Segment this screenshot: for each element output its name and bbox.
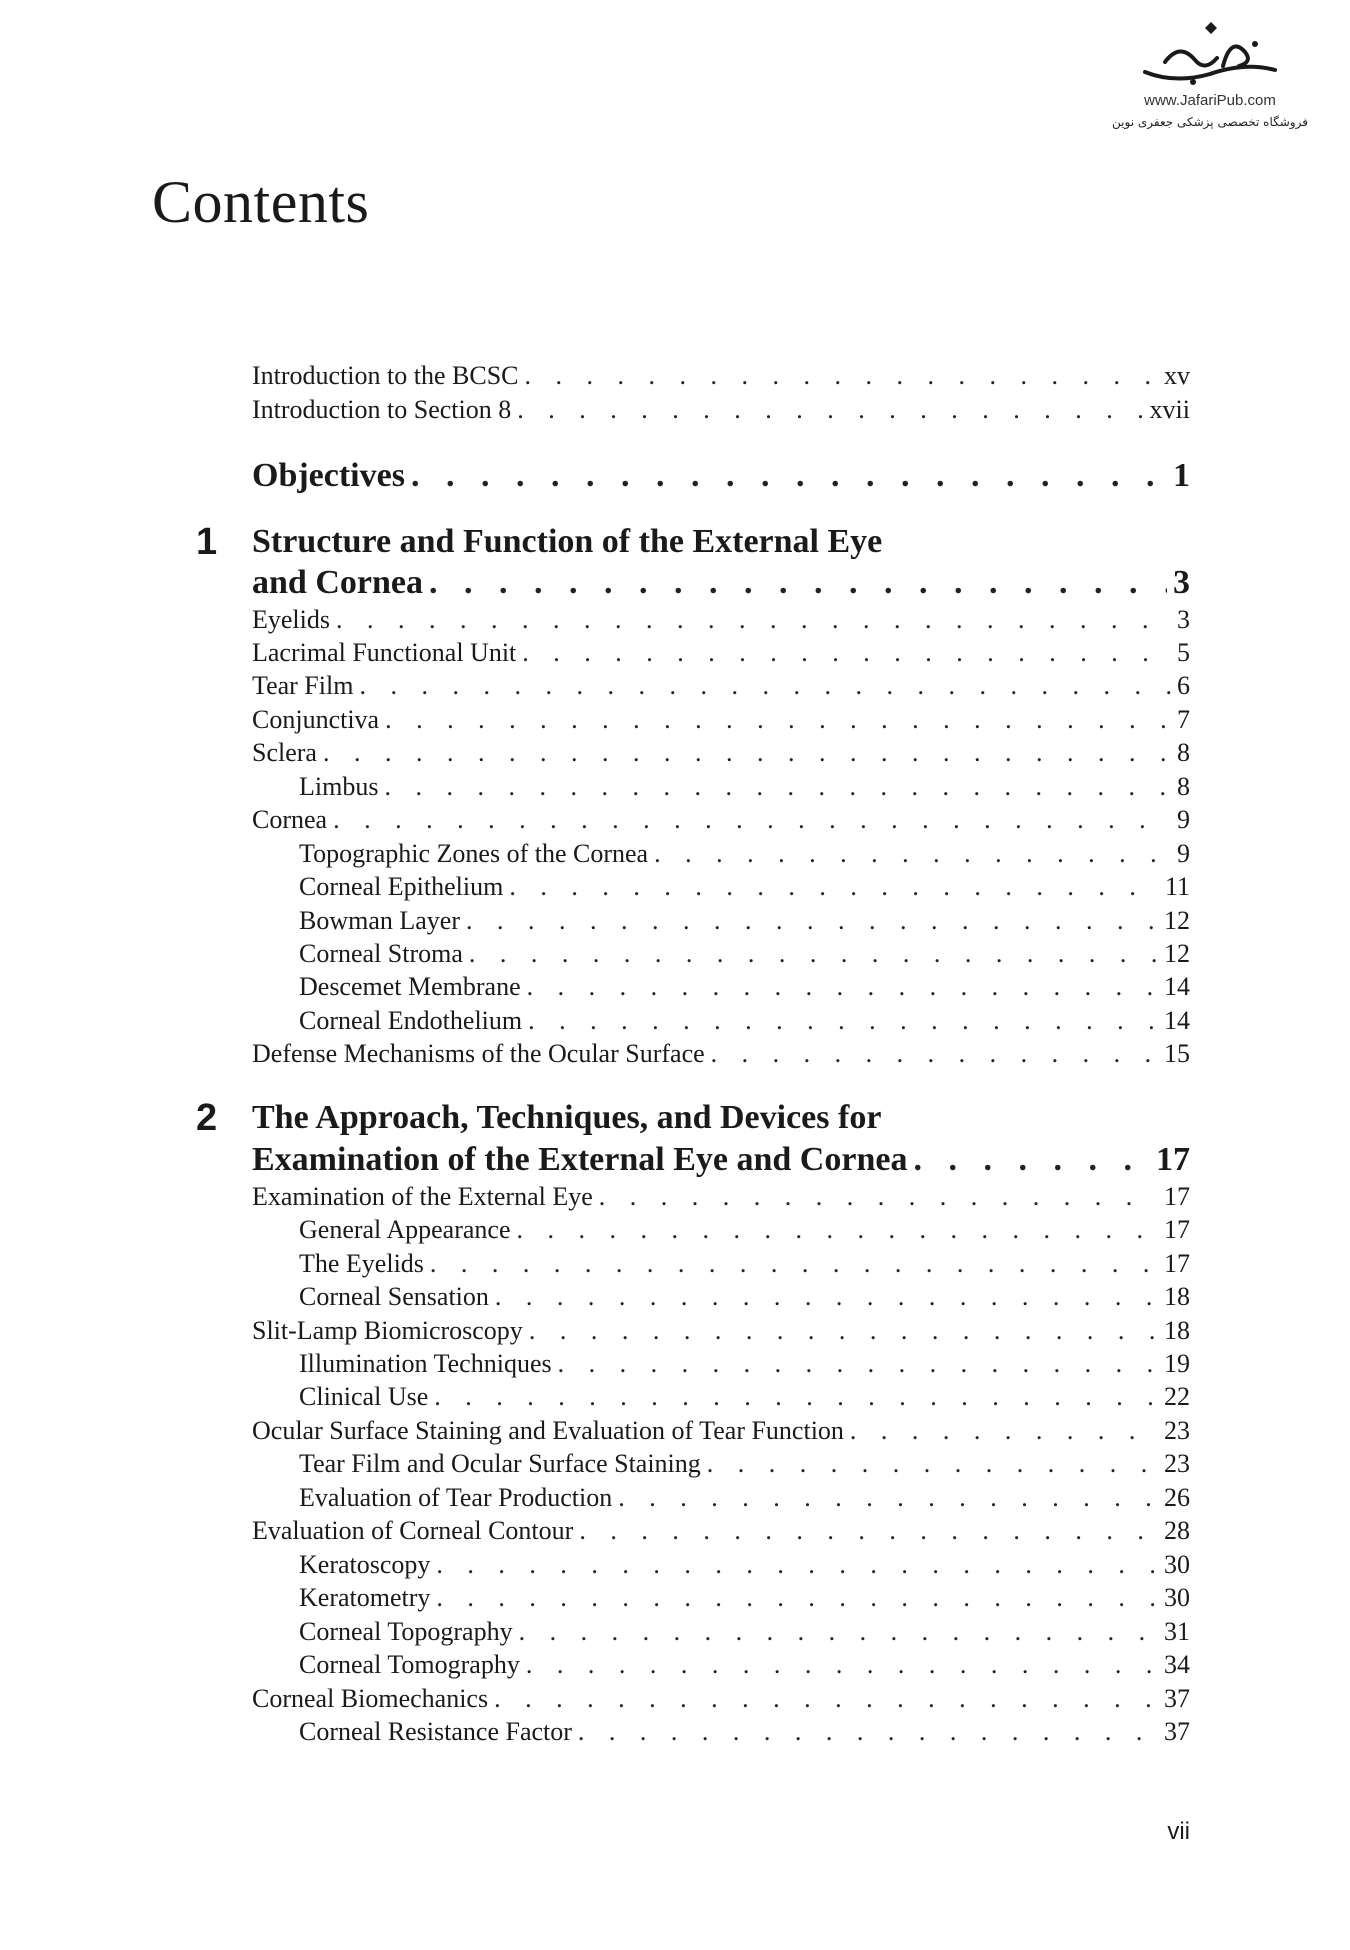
toc-entry-page: 7 [1177,705,1190,734]
toc-entry-page: 22 [1164,1382,1190,1411]
toc-entry-label: Descemet Membrane [299,972,521,1001]
chapter-page: 17 [1156,1141,1190,1178]
toc-entry-page: 9 [1177,839,1190,868]
dot-leader [429,563,1167,603]
chapter-title: The Approach, Techniques, and Devices for [252,1099,882,1136]
dot-leader [516,1215,1158,1245]
toc-entry-label: Evaluation of Corneal Contour [252,1516,574,1545]
dot-leader [522,638,1171,668]
dot-leader [384,772,1171,802]
toc-entry-label: Defense Mechanisms of the Ocular Surface [252,1039,705,1068]
toc-entry-label: Lacrimal Functional Unit [252,638,517,667]
toc-entry [252,1316,1190,1346]
page-number: vii [1167,1818,1190,1845]
publisher-logo-icon [1135,22,1285,92]
toc-entry-label: Eyelids [252,605,330,634]
toc-entry-page: 17 [1164,1249,1190,1278]
dot-leader [913,1140,1150,1180]
toc-subentry [299,1717,1190,1747]
toc-subentry [299,906,1190,936]
toc-entry-page: 12 [1164,939,1190,968]
dot-leader [385,705,1171,735]
toc-entry-label: General Appearance [299,1215,511,1244]
toc-entry-label: Corneal Epithelium [299,872,504,901]
toc-entry-objectives [252,456,1190,496]
toc-entry-label: Corneal Resistance Factor [299,1717,572,1746]
toc-entry [252,1039,1190,1069]
toc-entry-label: Illumination Techniques [299,1349,552,1378]
dot-leader [529,1316,1158,1346]
toc-subentry [299,939,1190,969]
dot-leader [517,395,1143,425]
toc-entry-page: 18 [1164,1316,1190,1345]
toc-entry-label: Corneal Biomechanics [252,1684,489,1713]
toc-entry-label: Evaluation of Tear Production [299,1483,613,1512]
dot-leader [707,1449,1158,1479]
toc-entry-label: Corneal Sensation [299,1282,489,1311]
toc-entry-page: 14 [1164,1006,1190,1035]
toc-entry-page: 30 [1164,1550,1190,1579]
chapter-number: 1 [196,521,218,563]
toc-entry-label: Slit-Lamp Biomicroscopy [252,1316,523,1345]
dot-leader [850,1416,1158,1446]
toc-entry-label: Keratoscopy [299,1550,431,1579]
dot-leader [711,1039,1158,1069]
toc-subentry [299,972,1190,1002]
dot-leader [436,1550,1158,1580]
toc-entry-page: 15 [1164,1039,1190,1068]
toc-subentry [299,772,1190,802]
toc-entry-page: 6 [1177,671,1190,700]
toc-entry-label: Corneal Stroma [299,939,463,968]
toc-entry-page: 28 [1164,1516,1190,1545]
toc-entry [252,605,1190,635]
toc-entry-page: 8 [1177,772,1190,801]
dot-leader [466,906,1158,936]
toc-entry-page: 11 [1164,872,1190,901]
page-title: Contents [152,169,370,235]
toc-subentry [299,1617,1190,1647]
toc-entry-page: 26 [1164,1483,1190,1512]
dot-leader [579,1516,1158,1546]
toc-subentry [299,1583,1190,1613]
toc-entry-label: Keratometry [299,1583,431,1612]
toc-entry [252,1182,1190,1212]
chapter-title-line2: and Cornea [252,564,423,601]
toc-entry-label: Limbus [299,772,379,801]
toc-entry-label: Introduction to Section 8 [252,395,512,424]
toc-subentry [299,1282,1190,1312]
toc-entry-page: 23 [1164,1449,1190,1478]
toc-entry [252,1516,1190,1546]
dot-leader [527,972,1158,1002]
toc-subentry [299,1650,1190,1680]
toc-entry-page: 34 [1164,1650,1190,1679]
dot-leader [430,1249,1158,1279]
toc-entry-label: Tear Film and Ocular Surface Staining [299,1449,701,1478]
toc-entry-intro-section [252,395,1190,425]
toc-entry-page: 8 [1177,738,1190,767]
toc-entry-label: Examination of the External Eye [252,1182,593,1211]
dot-leader [519,1617,1158,1647]
toc-entry-page: xv [1164,361,1190,390]
dot-leader [578,1717,1158,1747]
toc-entry-label: The Eyelids [299,1249,424,1278]
dot-leader [323,738,1171,768]
dot-leader [654,839,1171,869]
dot-leader [434,1382,1158,1412]
toc-entry-page: 31 [1164,1617,1190,1646]
toc-entry-intro-bcsc [252,361,1190,391]
chapter-page: 3 [1173,564,1190,601]
dot-leader [494,1684,1158,1714]
toc-entry-page: xvii [1149,395,1190,424]
dot-leader [436,1583,1158,1613]
toc-entry-page: 19 [1164,1349,1190,1378]
dot-leader [509,872,1159,902]
dot-leader [558,1349,1158,1379]
toc-entry-page: 23 [1164,1416,1190,1445]
publisher-subtitle: فروشگاه تخصصی پزشکی جعفری نوین [1112,115,1308,129]
toc-subentry [299,872,1190,902]
toc-entry-label: Sclera [252,738,317,767]
chapter-title-final-line [252,1140,1190,1180]
dot-leader [411,456,1167,496]
chapter-title-final-line [252,563,1190,603]
toc-entry-label: Corneal Endothelium [299,1006,523,1035]
dot-leader [525,361,1159,391]
toc-entry-label: Topographic Zones of the Cornea [299,839,649,868]
toc-subentry [299,1249,1190,1279]
dot-leader [336,605,1171,635]
publisher-logo [1090,22,1330,129]
toc-entry [252,1684,1190,1714]
toc-entry-page: 3 [1177,605,1190,634]
toc-entry-page: 5 [1177,638,1190,667]
toc-subentry [299,1006,1190,1036]
toc-entry-page: 9 [1177,805,1190,834]
toc-entry-label: Introduction to the BCSC [252,361,519,390]
toc-entry-label: Clinical Use [299,1382,429,1411]
dot-leader [528,1006,1158,1036]
dot-leader [618,1483,1158,1513]
toc-entry-page: 30 [1164,1583,1190,1612]
toc-entry-label: Conjunctiva [252,705,380,734]
publisher-url: www.JafariPub.com [1144,92,1276,109]
toc-entry-page: 12 [1164,906,1190,935]
toc-entry-page: 18 [1164,1282,1190,1311]
toc-entry-page: 14 [1164,972,1190,1001]
toc-subentry [299,1349,1190,1379]
toc-entry [252,1416,1190,1446]
toc-entry-label: Cornea [252,805,328,834]
toc-entry-label: Bowman Layer [299,906,461,935]
toc-subentry [299,1449,1190,1479]
dot-leader [469,939,1158,969]
toc-entry-label: Objectives [252,457,405,494]
toc-entry-label: Tear Film [252,671,354,700]
toc-entry [252,638,1190,668]
toc-entry-label: Corneal Tomography [299,1650,520,1679]
chapter-title-line2: Examination of the External Eye and Cornea [252,1141,908,1178]
toc-subentry [299,839,1190,869]
toc-entry [252,705,1190,735]
dot-leader [359,671,1171,701]
toc-subentry [299,1382,1190,1412]
chapter-title: Structure and Function of the External Eye [252,523,883,560]
toc-entry-page: 17 [1164,1215,1190,1244]
toc-entry-page: 37 [1164,1717,1190,1746]
chapter-number: 2 [196,1097,218,1139]
toc-subentry [299,1483,1190,1513]
toc-entry [252,738,1190,768]
toc-entry-label: Ocular Surface Staining and Evaluation of Tear Function [252,1416,844,1445]
toc-entry-page: 17 [1164,1182,1190,1211]
toc-entry-page: 1 [1173,457,1190,494]
toc-subentry [299,1215,1190,1245]
toc-entry [252,671,1190,701]
dot-leader [495,1282,1158,1312]
dot-leader [333,805,1171,835]
dot-leader [599,1182,1158,1212]
dot-leader [526,1650,1158,1680]
toc-entry-label: Corneal Topography [299,1617,513,1646]
toc-entry [252,805,1190,835]
toc-subentry [299,1550,1190,1580]
toc-entry-page: 37 [1164,1684,1190,1713]
